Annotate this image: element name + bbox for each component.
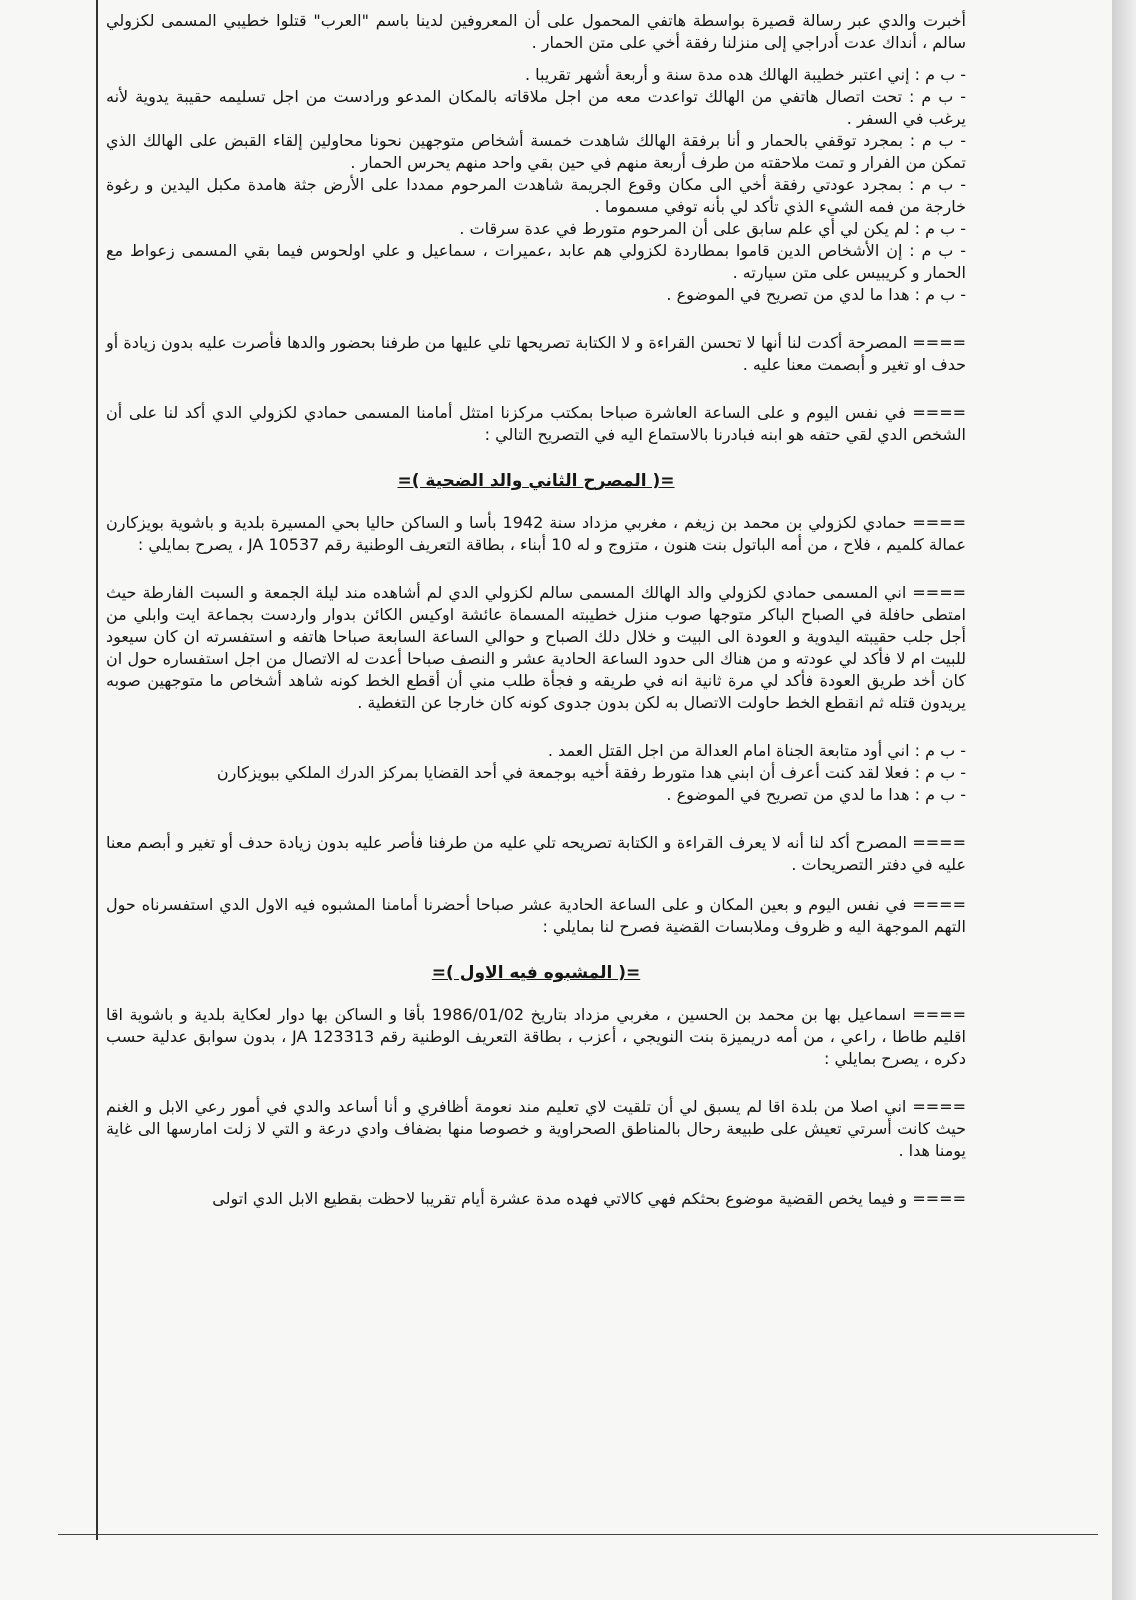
section-heading-second-declarant bbox=[106, 470, 966, 492]
paragraph-declarant2-close: ==== المصرح أكد لنا أنه لا يعرف القراءة و الكتابة تصريحه تلي عليه من طرفنا فأصر عليه بدون زيادة حدف أو تغير و أبصم معنا عليه في دفتر التصريحات . bbox=[106, 833, 966, 874]
paragraph-opening: أخبرت والدي عبر رسالة قصيرة بواسطة هاتفي المحمول على أن المعروفين لدينا باسم "العرب" قتلوا خطيبي المسمى لكزولي سالم ، أنداك عدت أدراجي إلى منزلنا رفقة أخي على متن الحمار . bbox=[106, 11, 966, 52]
bottom-rule bbox=[58, 1534, 1098, 1535]
page-edge-shadow bbox=[1112, 0, 1136, 1600]
qa-line: - ب م : بمجرد توقفي بالحمار و أنا برفقة الهالك شاهدت خمسة أشخاص متوجهين نحونا محاولين إلقاء القبض على الهالك الذي تمكن من الفرار و تمت ملاحقته من طرف أربعة منهم في حين بقي واحد منهم يحرس الحمار . bbox=[106, 131, 966, 172]
paragraph-identity-suspect: ==== اسماعيل بها بن محمد بن الحسين ، مغربي مزداد بتاريخ 1986/01/02 بأقا و الساكن بها دوار لعكاية بلدية و باشوية اقا اقليم طاطا ، راعي ، من أمه دريميزة بنت النويجي ، أعزب ، بطاقة التعريف الوطنية رقم JA 123313 ، بدون سوابق عدلية حسب دكره ، يصرح بمايلي : bbox=[106, 1005, 967, 1068]
paragraph-identity-second: ==== حمادي لكزولي بن محمد بن زيغم ، مغربي مزداد سنة 1942 بأسا و الساكن حاليا بحي المسيرة بلدية و باشوية بويزكارن عمالة كلميم ، فلاح ، من أمه الباتول بنت هنون ، متزوج و له 10 أبناء ، بطاقة التعريف الوطنية رقم JA 10537 ، يصرح بمايلي : bbox=[106, 513, 966, 554]
qa-line: - ب م : تحت اتصال هاتفي من الهالك تواعدت معه من اجل ملاقاته بالمكان المدعو ورادست من اجل تسليمه حقيبة يدوية لأنه يرغب في السفر . bbox=[106, 87, 966, 128]
paragraph-statement-suspect: ==== اني اصلا من بلدة اقا لم يسبق لي أن تلقيت لاي تعليم مند نعومة أظافري و أنا أساعد والدي في أمور رعي الابل و الغنم حيث كانت أسرتي تعيش على طبيعة رحال بالمناطق الصحراوية و خصوصا منها بضفاف وادي درعة و التي لا زلت امارسها الى غاية يومنا هدا . bbox=[106, 1097, 966, 1160]
qa-line: - ب م : اني أود متابعة الجناة امام العدالة من اجل القتل العمد . bbox=[547, 741, 966, 760]
qa-line: - ب م : إن الأشخاص الدين قاموا بمطاردة لكزولي هم عابد ،عميرات ، سماعيل و علي اولحوس فيما بقي المسمى زعواط مع الحمار و كريبيس على متن سيارته . bbox=[106, 241, 966, 282]
heading-text: =( المصرح الثاني والد الضحية )= bbox=[397, 471, 675, 491]
paragraph-statement-second: ==== اني المسمى حمادي لكزولي والد الهالك المسمى سالم لكزولي الدي لم أشاهده مند ليلة الجمعة و السبت الفارطة حيث امتطى حافلة في الصباح الباكر متوجها صوب منزل خطيبته المسماة عائشة اوكيس الكائن بدوار واردست بجماعة ايت وابلي من أجل جلب حقيبته اليدوية و العودة الى البيت و خلال دلك الصباح و حوالي الساعة السابعة صباحا هاتفه و استفسرته ان كان سيعود للبيت ام لا فأكد لي عودته و من هناك الى حدود الساعة الحادية عشر و النصف صباحا أعدت له الاتصال من اجل استفساره حول ان كان أخد طريق العودة فأكد لي مرة ثانية انه في طريقه و فجأة طلب مني أن أقطع الخط كونه شاهد أشخاص ما متوجهين صوبه يريدون قتله ثم انقطع الخط حاولت الاتصال به لكن بدون جدوى كونه كان خارجا عن التغطية . bbox=[106, 583, 966, 712]
section-heading-first-suspect bbox=[106, 962, 966, 984]
qa-line: - ب م : فعلا لقد كنت أعرف أن ابني هدا متورط رفقة أخيه بوجمعة في أحد القضايا بمركز الدرك الملكي ببويزكارن bbox=[216, 763, 966, 782]
paragraph-declarant1-close: ==== المصرحة أكدت لنا أنها لا تحسن القراءة و لا الكتابة تصريحها تلي عليها من طرفنا بحضور والدها فأصرت عليه بدون زيادة أو حدف او تغير و أبصمت معنا عليه . bbox=[106, 333, 966, 374]
qa-line: - ب م : هدا ما لدي من تصريح في الموضوع . bbox=[666, 285, 966, 304]
heading-text: =( المشبوه فيه الاول )= bbox=[431, 963, 641, 983]
document-body bbox=[106, 10, 966, 1210]
paragraph-last: ==== و فيما يخص القضية موضوع بحثكم فهي كالاتي فهده مدة عشرة أيام تقريبا لاحظت بقطيع الابل الدي اتولى bbox=[212, 1189, 966, 1208]
qa-line: - ب م : بمجرد عودتي رفقة أخي الى مكان وقوع الجريمة شاهدت المرحوم ممددا على الأرض جثة هامدة مكبل اليدين و رغوة خارجة من فمه الشيء الذي تأكد لي بأنه توفي مسموما . bbox=[106, 175, 966, 216]
margin-line bbox=[96, 0, 98, 1540]
paragraph-intro-suspect: ==== في نفس اليوم و بعين المكان و على الساعة الحادية عشر صباحا أحضرنا أمامنا المشبوه فيه الاول الدي استفسرناه حول التهم الموجهة اليه و ظروف وملابسات القضية فصرح لنا بمايلي : bbox=[106, 895, 966, 936]
qa-line: - ب م : إني اعتبر خطيبة الهالك هده مدة سنة و أربعة أشهر تقريبا . bbox=[524, 65, 966, 84]
qa-line: - ب م : هدا ما لدي من تصريح في الموضوع . bbox=[666, 785, 966, 804]
paragraph-intro-second: ==== في نفس اليوم و على الساعة العاشرة صباحا بمكتب مركزنا امتثل أمامنا المسمى حمادي لكزولي الدي أكد لنا على أن الشخص الدي لقي حتفه هو ابنه فبادرنا بالاستماع اليه في التصريح التالي : bbox=[106, 403, 966, 444]
qa-line: - ب م : لم يكن لي أي علم سابق على أن المرحوم متورط في عدة سرقات . bbox=[459, 219, 966, 238]
